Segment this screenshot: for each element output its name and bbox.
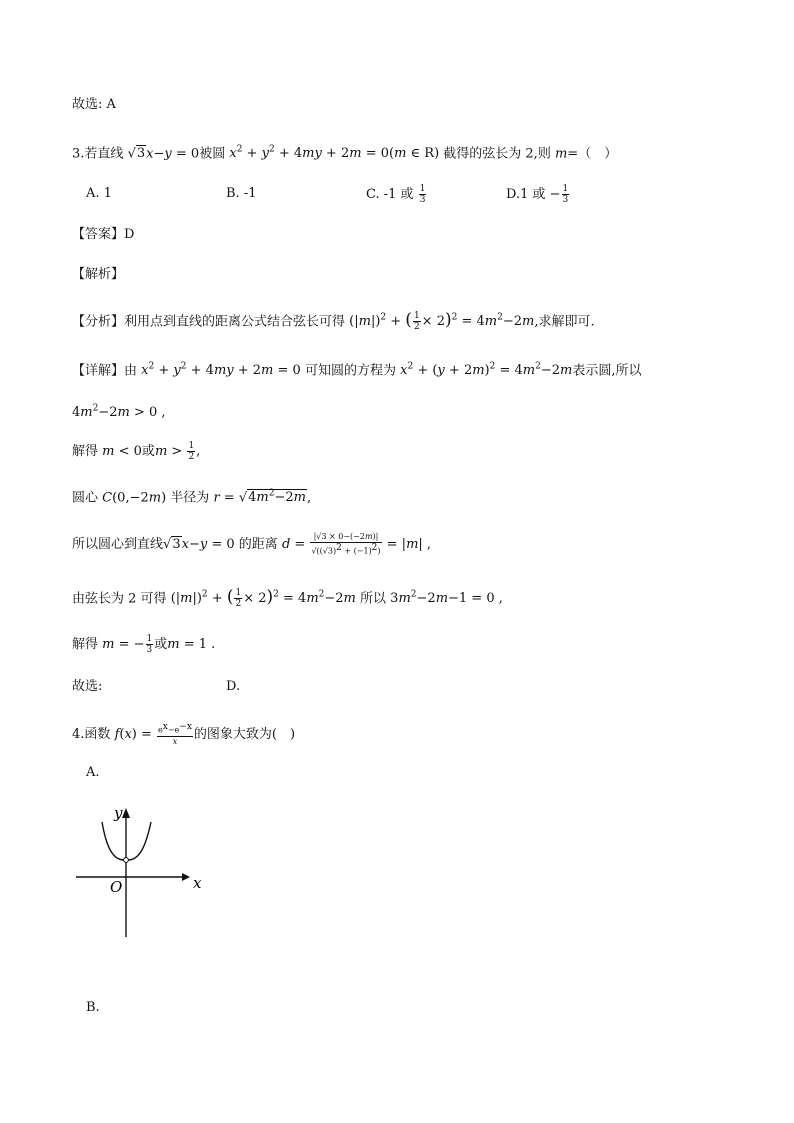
q3-step-solve: 解得 m = − $\frac{1}{3}$ 或m = 1 . [72,634,216,655]
curve-right-branch [128,822,151,860]
origin-label: O [110,878,123,896]
q3-options [86,184,686,208]
hollow-point [124,858,129,863]
q4-option-a-graph [70,800,200,945]
q3-conclusion: 故选: D. [72,679,241,694]
y-axis-label: y [114,804,123,822]
q3-option-b[interactable]: B. -1 [226,186,257,201]
y-axis-arrow [122,808,130,818]
q3-answer: 【答案】D [72,227,135,242]
q3-fenxi: 【分析】利用点到直线的距离公式结合弦长可得 $(|m|)^2$ + ( $\frac{1}{2}$ × $2)^2 = 4m^2-2m$,求解即可. [72,310,595,333]
q3-option-d[interactable]: D.1 或 − $\frac{1}{3}$ [506,184,569,205]
q3-step-range: 解得 m < 0或m > $\frac{1}{2}$ , [72,441,201,462]
prev-conclusion: 故选: A [72,97,116,112]
q3-step-positive: $4m^2-2m > 0$ , [72,404,166,421]
q3-xiangjie: 【详解】由 $x^2 + y^2 + 4my + 2m = 0$ 可知圆的方程为 $x^2 + (y + 2m)^2 = 4m^2-2m$表示圆,所以 [72,362,642,379]
q3-option-a[interactable]: A. 1 [86,186,112,201]
x-axis-label: x [193,874,202,892]
q4-option-a[interactable]: A. [86,765,100,780]
q3-step-distance: 所以圆心到直线√3x−y = 0 的距离 d = $\frac{|√3 \times 0-(-2m)|}{√((√3)^2 + (-1)^2)}$ = |m| , [72,532,432,556]
q3-step-chord: 由弦长为 2 可得 $(|m|)^2$ + ( $\frac{1}{2}$ × $2)^2 = 4m^2-2m$ 所以 $3m^2-2m-1 = 0$ , [72,587,503,610]
q3-step-center: 圆心 C(0,−2m) 半径为 $r = √4m^2-2m$, [72,489,312,506]
q4-stem: 4.函数 f(x) = $\frac{e^x-e^{-x}}{x}$ 的图象大致为( ) [72,722,296,746]
curve-left-branch [102,822,124,860]
q3-option-c[interactable]: C. -1 或 $\frac{1}{3}$ [366,184,426,205]
q4-option-b[interactable]: B. [86,1000,100,1015]
q3-analysis-label: 【解析】 [72,267,125,282]
q3-stem: 3.若直线 √3x−y = 0被圆 $x^2 + y^2 + 4my + 2m = 0(m$ ∈ R) 截得的弦长为 2,则 m=（ ） [72,145,618,162]
x-axis-arrow [182,873,190,881]
